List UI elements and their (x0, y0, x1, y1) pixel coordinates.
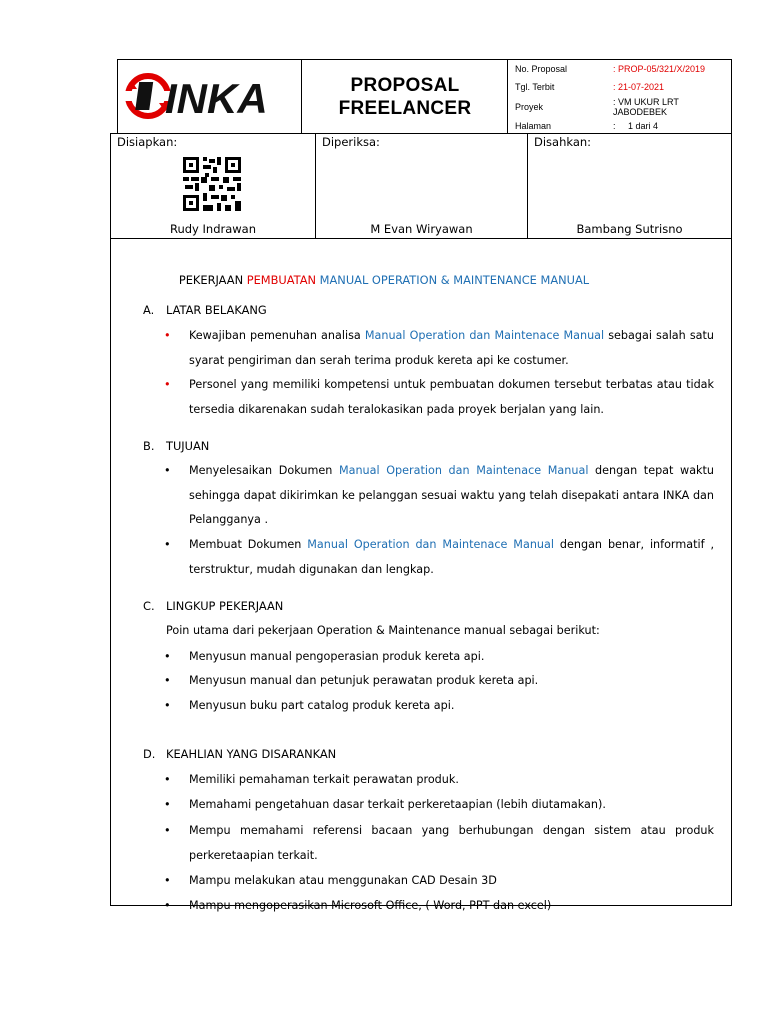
bullet-icon: • (164, 464, 171, 477)
signature-checked (316, 134, 527, 238)
section-c-heading: C. LINGKUP PEKERJAAN (143, 599, 284, 613)
section-a-bullet-2: • Personel yang memiliki kompetensi untuk pembuatan dokumen tersebut terbatas atau tidak tersedia dikarenakan sudah teralokasikan pada proyek berjalan yang lain. (164, 373, 714, 422)
section-d-item-3: • Mempu memahami referensi bacaan yang berhubungan dengan sistem atau produk perkeretaapian terkait. (164, 819, 714, 868)
section-d-item-1: • Memiliki pemahaman terkait perawatan produk. (164, 768, 714, 793)
bullet-icon: • (164, 329, 171, 342)
section-d-item-2: • Memahami pengetahuan dasar terkait perkeretaapian (lebih diutamakan). (164, 793, 714, 818)
bullet-icon: • (164, 378, 171, 391)
section-d-heading: D. KEAHLIAN YANG DISARANKAN (143, 747, 337, 761)
title-line1: PROPOSAL (350, 74, 460, 96)
approved-name: Bambang Sutrisno (576, 222, 683, 236)
document-title (302, 59, 508, 134)
prepared-name: Rudy Indrawan (169, 222, 257, 236)
bullet-icon: • (164, 773, 171, 786)
meta-value-project: : VM UKUR LRT JABODEBEK (613, 97, 679, 117)
checked-name: M Evan Wiryawan (370, 222, 473, 236)
meta-value-page: : 1 dari 4 (613, 121, 659, 131)
meta-value-no: : PROP-05/321/X/2019 (613, 64, 706, 74)
section-d-item-4: • Mampu melakukan atau menggunakan CAD Desain 3D (164, 869, 714, 894)
bullet-icon: • (164, 674, 171, 687)
section-c-item-2: • Menyusun manual dan petunjuk perawatan produk kereta api. (164, 669, 714, 694)
document-header (117, 59, 732, 134)
section-b-bullet-2: • Membuat Dokumen Manual Operation dan Maintenace Manual dengan benar, informatif , terstruktur, mudah digunakan dan lengkap. (164, 533, 714, 582)
checked-label: Diperiksa: (322, 135, 380, 149)
title-line2: FREELANCER (338, 97, 472, 119)
proposal-meta (508, 59, 732, 134)
bullet-icon: • (164, 538, 171, 551)
inka-logo (121, 69, 297, 123)
bullet-icon: • (164, 650, 171, 663)
section-d-item-5: • Mampu mengoperasikan Microsoft Office, ( Word, PPT dan excel) (164, 894, 714, 919)
section-a-heading: A. LATAR BELAKANG (143, 303, 267, 317)
bullet-icon: • (164, 699, 171, 712)
meta-value-date: : 21-07-2021 (613, 82, 665, 92)
signature-prepared (111, 134, 315, 238)
bullet-icon: • (164, 824, 171, 837)
approved-label: Disahkan: (534, 135, 592, 149)
meta-label-page: Halaman (515, 121, 552, 131)
svg-text:INKA: INKA (165, 75, 268, 122)
meta-label-project: Proyek (515, 102, 544, 112)
qr-code-icon (183, 157, 241, 211)
section-a-bullet-1: • Kewajiban pemenuhan analisa Manual Operation dan Maintenace Manual sebagai salah satu syarat pengiriman dan serah terima produk kereta api ke costumer. (164, 324, 714, 373)
bullet-icon: • (164, 899, 171, 912)
section-c-item-3: • Menyusun buku part catalog produk kereta api. (164, 694, 714, 719)
signature-table (111, 134, 731, 239)
section-c-item-1: • Menyusun manual pengoperasian produk kereta api. (164, 645, 714, 670)
section-c-intro: Poin utama dari pekerjaan Operation & Maintenance manual sebagai berikut: (166, 624, 600, 637)
prepared-label: Disiapkan: (117, 135, 178, 149)
bullet-icon: • (164, 874, 171, 887)
meta-label-date: Tgl. Terbit (515, 82, 555, 92)
signature-approved (528, 134, 731, 238)
section-b-bullet-1: • Menyelesaikan Dokumen Manual Operation dan Maintenace Manual dengan tepat waktu sehingga dapat dikirimkan ke pelanggan sesuai waktu yang telah disepakati antara INKA dan Pelangganya . (164, 459, 714, 533)
meta-label-no: No. Proposal (515, 64, 568, 74)
section-b-heading: B. TUJUAN (143, 439, 210, 453)
document-heading: PEKERJAAN PEMBUATAN MANUAL OPERATION & MAINTENANCE MANUAL (178, 273, 590, 287)
bullet-icon: • (164, 798, 171, 811)
